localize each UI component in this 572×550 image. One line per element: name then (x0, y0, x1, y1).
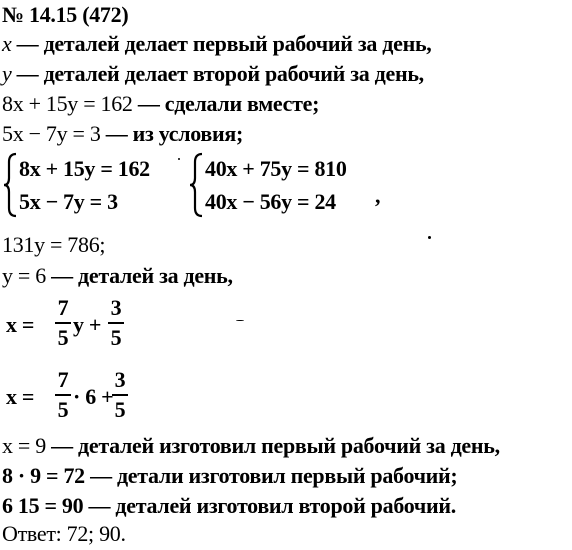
var-y: y (2, 61, 12, 86)
brace-1-icon (2, 152, 18, 218)
equation-together (2, 91, 319, 117)
fraction-numerator: 3 (114, 367, 126, 392)
system-2-eq-2: 40x − 56y = 24 (205, 189, 336, 214)
fraction-bar (55, 322, 71, 324)
fraction-numerator: 7 (57, 295, 69, 320)
fraction-denominator: 5 (57, 397, 69, 422)
result-131y: 131y = 786; (2, 232, 106, 257)
fraction-bar (108, 322, 124, 324)
expression-2-fraction-2 (112, 367, 128, 423)
calculation-2: 6 15 = 90 — деталей изготовил второй рабочий. (2, 493, 456, 518)
system-1 (2, 150, 182, 220)
brace-2-icon (188, 152, 204, 218)
definition-x-text: — деталей делает первый рабочий за день, (11, 31, 432, 56)
expression-1 (0, 295, 200, 355)
equation-together-left: 8x + 15y = 162 (2, 91, 133, 116)
expression-1-lhs: x = (6, 312, 35, 337)
expression-2-middle: · 6 + (73, 384, 114, 409)
result-x-text: — деталей изготовил первый рабочий за день, (45, 433, 500, 458)
fraction-denominator: 5 (57, 325, 69, 350)
fraction-denominator: 5 (110, 325, 122, 350)
fraction-numerator: 7 (57, 367, 69, 392)
equation-condition (2, 121, 243, 147)
result-y-var: y = 6 (2, 263, 46, 288)
scan-speck (178, 158, 180, 160)
equation-condition-text: — из условия; (100, 121, 244, 146)
problem-number: № 14.15 (472) (2, 2, 129, 27)
definition-x (2, 31, 432, 57)
result-y (2, 263, 233, 289)
equation-condition-left: 5x − 7y = 3 (2, 121, 101, 146)
answer: Ответ: 72; 90. (2, 521, 126, 546)
scan-speck (236, 320, 244, 321)
expression-2-lhs: x = (6, 384, 35, 409)
fraction-numerator: 3 (110, 295, 122, 320)
equation-together-text: — сделали вместе; (132, 91, 320, 116)
definition-y (2, 61, 424, 87)
system-1-eq-2: 5x − 7y = 3 (19, 189, 118, 214)
fraction-bar (55, 394, 71, 396)
scan-speck (428, 236, 431, 239)
result-x-var: x = 9 (2, 433, 46, 458)
result-y-text: — деталей за день, (45, 263, 233, 288)
var-x: x (2, 31, 12, 56)
expression-1-fraction-1 (55, 295, 71, 351)
system-2-trailing: , (375, 183, 381, 208)
system-1-eq-1: 8x + 15y = 162 (19, 156, 150, 181)
expression-2 (0, 367, 200, 427)
fraction-bar (112, 394, 128, 396)
fraction-denominator: 5 (114, 397, 126, 422)
definition-y-text: — деталей делает второй рабочий за день, (11, 61, 424, 86)
expression-1-fraction-2 (108, 295, 124, 351)
system-2-eq-1: 40x + 75y = 810 (205, 156, 347, 181)
calculation-1: 8 · 9 = 72 — детали изготовил первый рабочий; (2, 463, 458, 488)
expression-2-fraction-1 (55, 367, 71, 423)
result-x (2, 433, 500, 459)
expression-1-middle: y + (73, 312, 102, 337)
